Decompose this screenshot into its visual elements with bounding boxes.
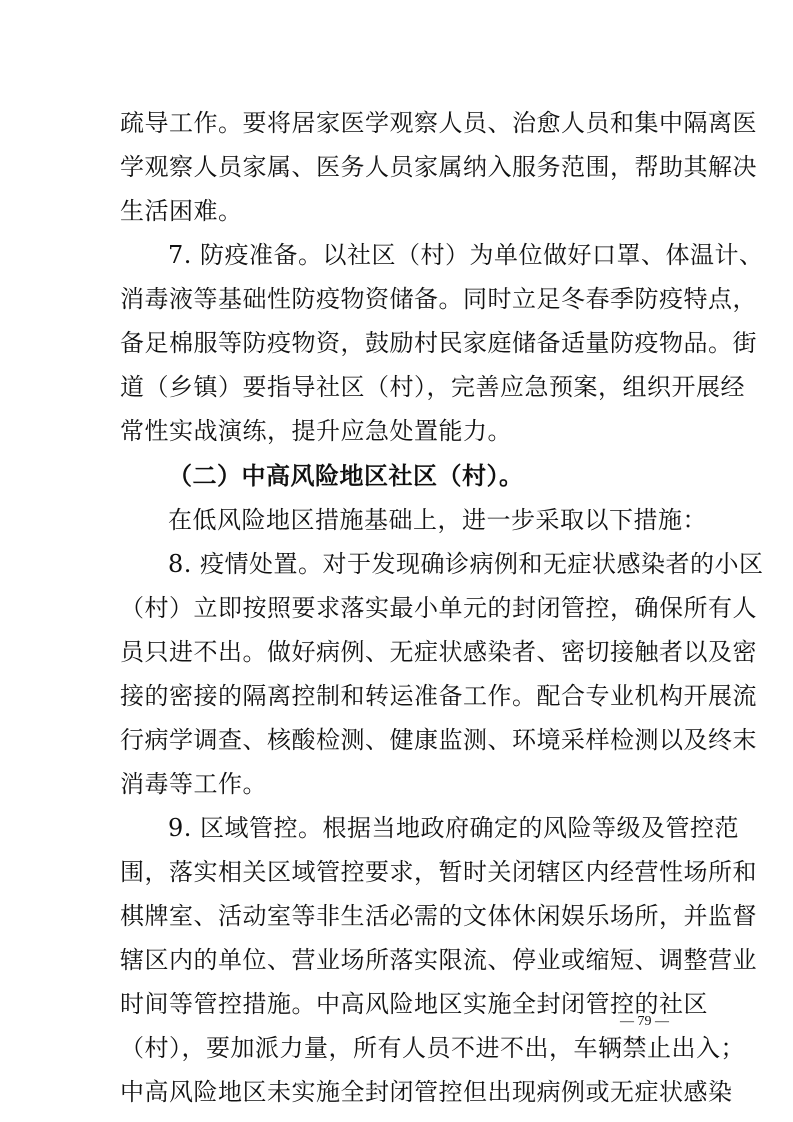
text-line: 8. 疫情处置。对于发现确诊病例和无症状感染者的小区 — [168, 550, 764, 578]
text-line: 生活困难。 — [120, 197, 243, 225]
text-line: （村）立即按照要求落实最小单元的封闭管控，确保所有人 — [120, 594, 757, 622]
section-heading: （二）中高风险地区社区（村）。 — [168, 461, 524, 490]
text-line: 9. 区域管控。根据当地政府确定的风险等级及管控范 — [168, 814, 740, 842]
text-line: 消毒液等基础性防疫物资储备。同时立足冬春季防疫特点， — [120, 285, 757, 313]
text-line: 行病学调查、核酸检测、健康监测、环境采样检测以及终末 — [120, 726, 757, 754]
text-line: （村），要加派力量，所有人员不进不出，车辆禁止出入； — [120, 1034, 745, 1062]
text-line: 中高风险地区未实施全封闭管控但出现病例或无症状感染 — [120, 1078, 733, 1106]
text-line: 围，落实相关区域管控要求，暂时关闭辖区内经营性场所和 — [120, 858, 757, 886]
text-line: 时间等管控措施。中高风险地区实施全封闭管控的社区 — [120, 990, 708, 1018]
text-line: 消毒等工作。 — [120, 770, 267, 798]
text-line: 员只进不出。做好病例、无症状感染者、密切接触者以及密 — [120, 638, 757, 666]
text-line: 棋牌室、活动室等非生活必需的文体休闲娱乐场所，并监督 — [120, 902, 757, 930]
text-line: 接的密接的隔离控制和转运准备工作。配合专业机构开展流 — [120, 682, 757, 710]
page-number: — 79 — — [620, 1014, 669, 1029]
text-line: 疏导工作。要将居家医学观察人员、治愈人员和集中隔离医 — [120, 109, 757, 137]
text-line: 在低风险地区措施基础上，进一步采取以下措施： — [168, 506, 707, 534]
text-line: 7. 防疫准备。以社区（村）为单位做好口罩、体温计、 — [168, 241, 764, 269]
text-line: 学观察人员家属、医务人员家属纳入服务范围，帮助其解决 — [120, 153, 757, 181]
text-line: 辖区内的单位、营业场所落实限流、停业或缩短、调整营业 — [120, 946, 757, 974]
text-line: 道（乡镇）要指导社区（村），完善应急预案，组织开展经 — [120, 373, 745, 401]
text-line: 备足棉服等防疫物资，鼓励村民家庭储备适量防疫物品。街 — [120, 329, 757, 357]
text-line: 常性实战演练，提升应急处置能力。 — [120, 417, 512, 445]
